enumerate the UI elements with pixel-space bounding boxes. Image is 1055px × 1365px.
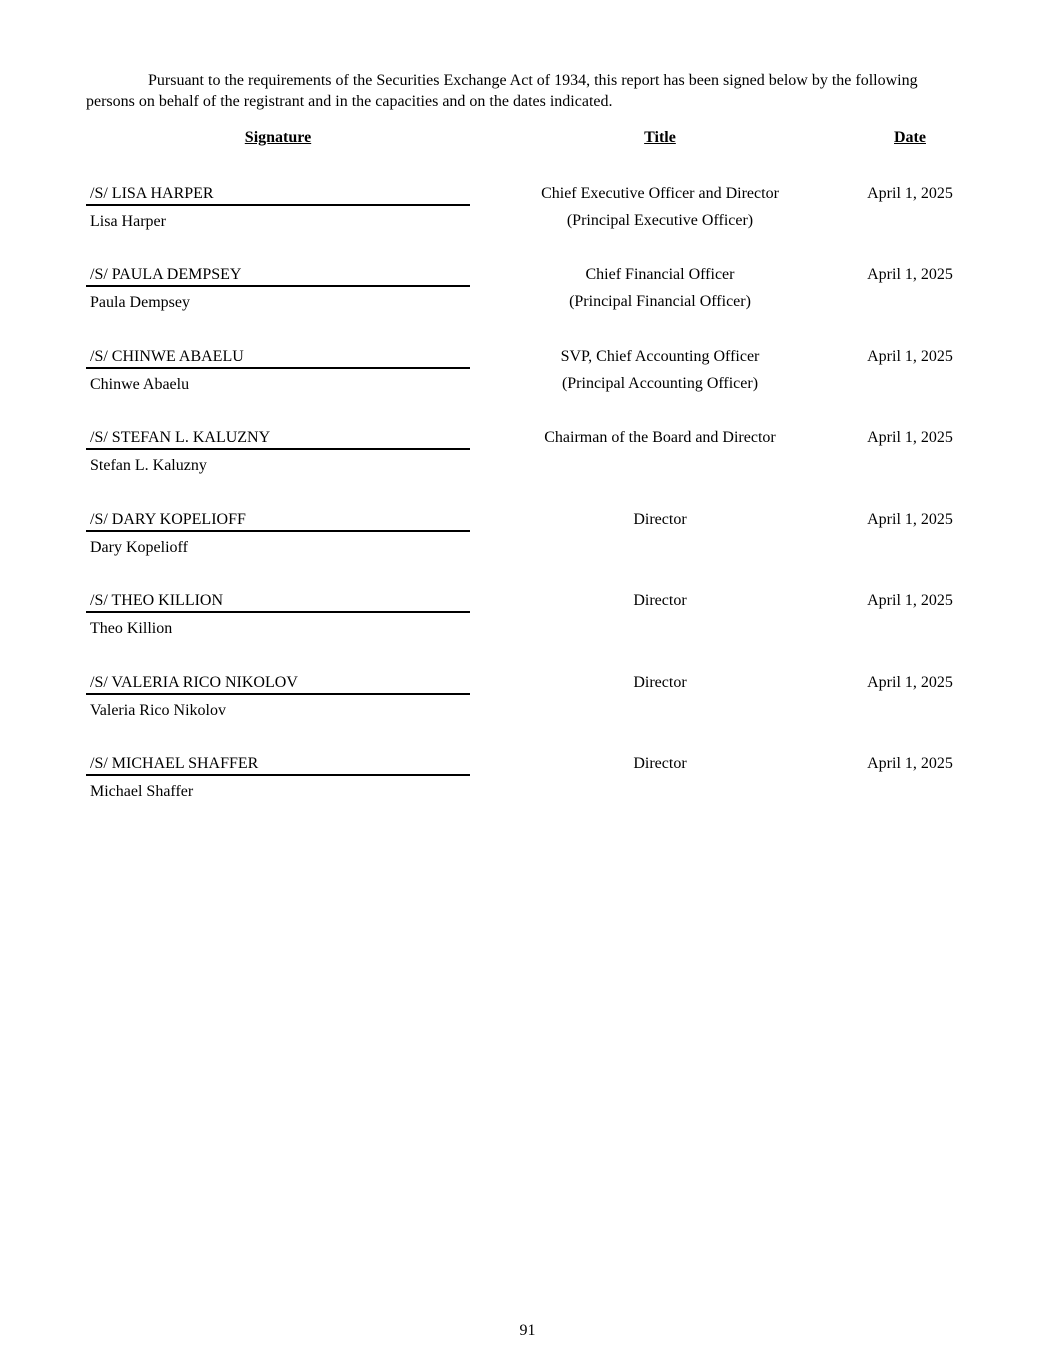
signature-date: April 1, 2025 — [867, 674, 953, 691]
printed-name: Stefan L. Kaluzny — [90, 457, 207, 474]
title-column-header: Title — [644, 129, 676, 146]
signature-date: April 1, 2025 — [867, 755, 953, 772]
printed-name: Theo Killion — [90, 620, 173, 637]
printed-name: Valeria Rico Nikolov — [90, 702, 226, 719]
title-line-1: SVP, Chief Accounting Officer — [560, 348, 760, 365]
signature-entry-chinwe-abaelu — [0, 348, 1055, 408]
signature-entry-paula-dempsey — [0, 266, 1055, 326]
title-line-1: Chairman of the Board and Director — [544, 429, 776, 446]
signature-date: April 1, 2025 — [867, 266, 953, 283]
title-line-1: Director — [633, 511, 687, 528]
signature-entry-michael-shaffer — [0, 755, 1055, 815]
signature-entry-dary-kopelioff — [0, 511, 1055, 571]
printed-name: Chinwe Abaelu — [90, 376, 190, 393]
signature-date: April 1, 2025 — [867, 185, 953, 202]
signature-entry-valeria-rico-nikolov — [0, 674, 1055, 734]
title-line-1: Director — [633, 755, 687, 772]
page-number: 91 — [519, 1322, 536, 1339]
date-column-header: Date — [894, 129, 926, 146]
title-line-1: Chief Financial Officer — [585, 266, 735, 283]
signature-line: /S/ VALERIA RICO NIKOLOV — [86, 674, 470, 695]
title-line-1: Chief Executive Officer and Director — [541, 185, 779, 202]
signature-date: April 1, 2025 — [867, 592, 953, 609]
printed-name: Dary Kopelioff — [90, 539, 188, 556]
title-line-2: (Principal Executive Officer) — [566, 212, 754, 229]
signature-entry-theo-killion — [0, 592, 1055, 652]
signature-line: /S/ PAULA DEMPSEY — [86, 266, 470, 287]
title-line-2: (Principal Financial Officer) — [569, 293, 751, 310]
title-line-1: Director — [633, 592, 687, 609]
signature-entry-lisa-harper — [0, 185, 1055, 245]
title-line-1: Director — [633, 674, 687, 691]
title-line-2: (Principal Accounting Officer) — [561, 375, 759, 392]
intro-paragraph: Pursuant to the requirements of the Securities Exchange Act of 1934, this report has been signed below by the following persons on behalf of the registrant and in the capacities and on the dates indicated. — [86, 72, 918, 110]
signature-column-header: Signature — [244, 129, 312, 146]
signature-entry-stefan-kaluzny — [0, 429, 1055, 489]
signature-date: April 1, 2025 — [867, 429, 953, 446]
signature-line: /S/ DARY KOPELIOFF — [86, 511, 470, 532]
signature-line: /S/ THEO KILLION — [86, 592, 470, 613]
signature-date: April 1, 2025 — [867, 348, 953, 365]
printed-name: Paula Dempsey — [90, 294, 190, 311]
signature-line: /S/ STEFAN L. KALUZNY — [86, 429, 470, 450]
signature-line: /S/ CHINWE ABAELU — [86, 348, 470, 369]
printed-name: Lisa Harper — [90, 213, 166, 230]
signature-line: /S/ MICHAEL SHAFFER — [86, 755, 470, 776]
signature-line: /S/ LISA HARPER — [86, 185, 470, 206]
signature-date: April 1, 2025 — [867, 511, 953, 528]
printed-name: Michael Shaffer — [90, 783, 194, 800]
